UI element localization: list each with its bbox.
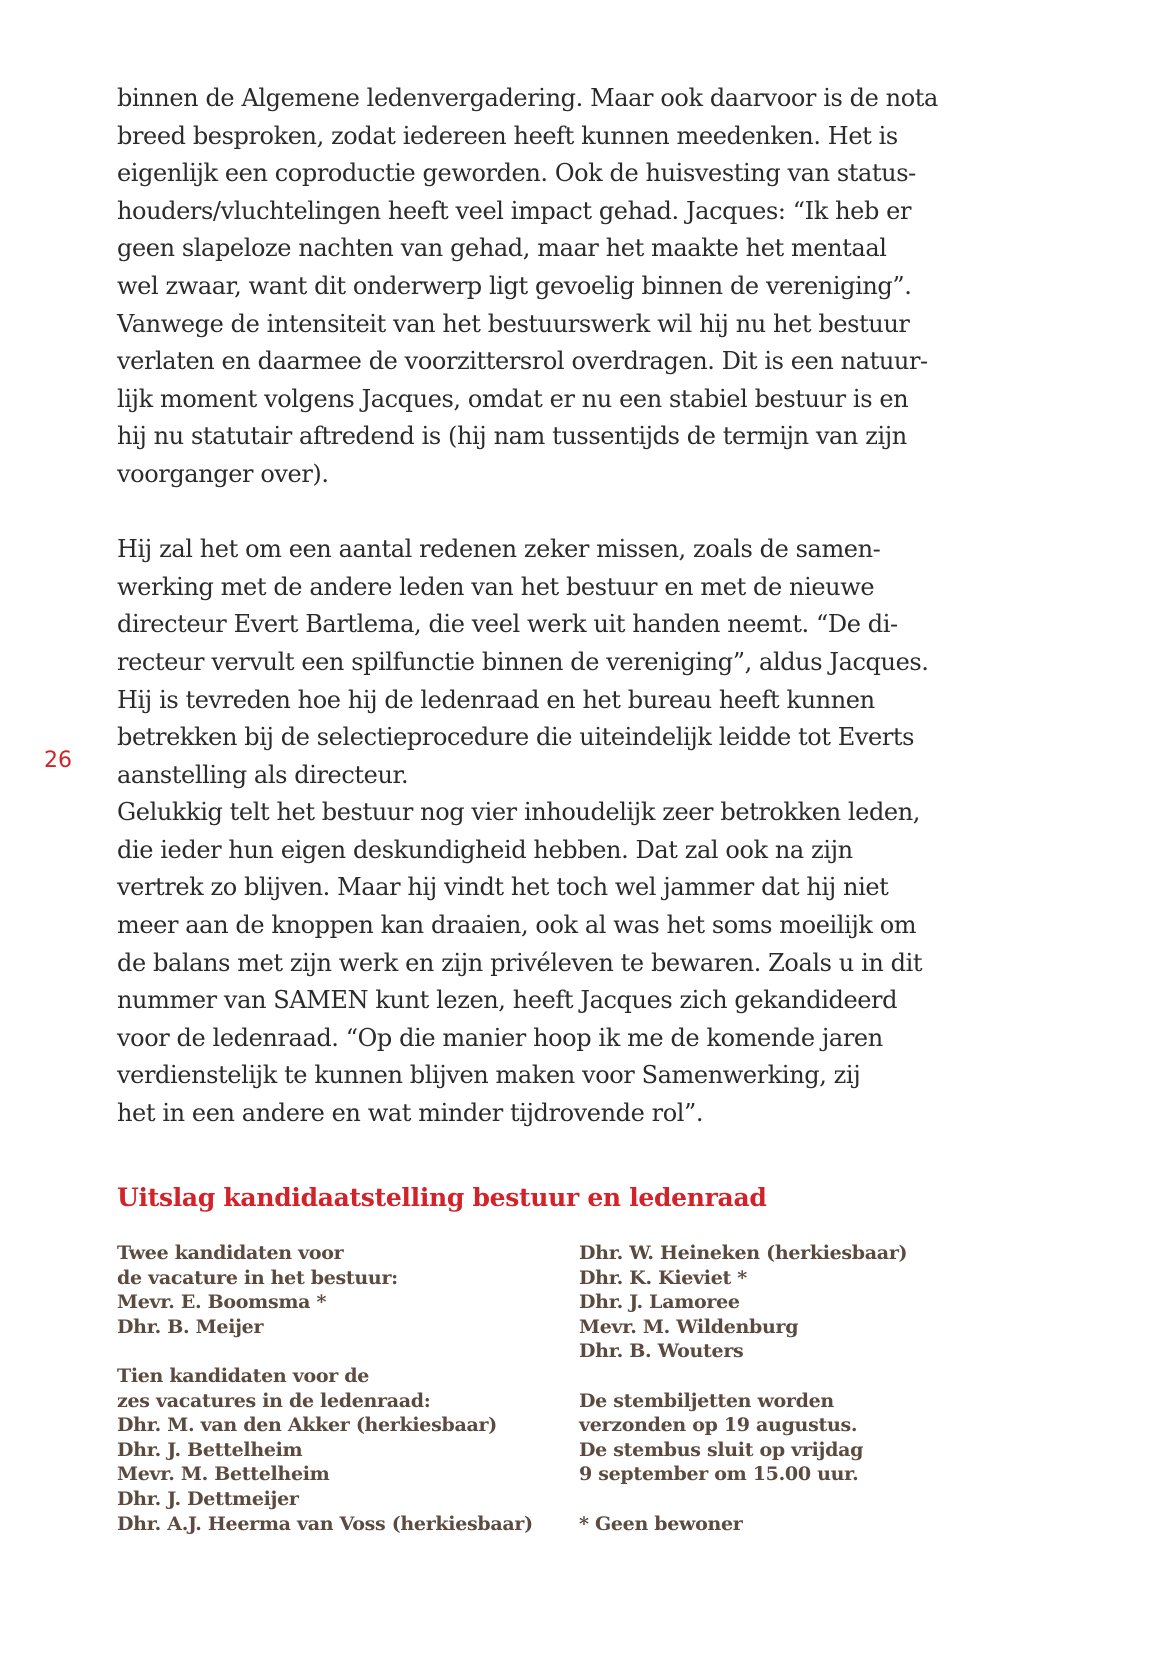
- text-line: binnen de Algemene ledenvergadering. Maar ook daarvoor is de nota: [117, 84, 938, 112]
- council-candidate: Dhr. M. van den Akker (herkiesbaar): [117, 1414, 497, 1437]
- text-line: recteur vervult een spilfunctie binnen de vereniging”, aldus Jacques.: [117, 647, 929, 676]
- council-candidate: Dhr. J. Lamoree: [579, 1291, 740, 1314]
- text-line: nummer van SAMEN kunt lezen, heeft Jacques zich gekandideerd: [117, 986, 898, 1015]
- text-line: wel zwaar, want dit onderwerp ligt gevoelig binnen de vereniging”.: [117, 271, 912, 300]
- text-line: voorganger over).: [117, 459, 329, 488]
- list-spacer: [579, 1364, 907, 1389]
- text-line: aanstelling als directeur.: [117, 760, 409, 789]
- text-line: verlaten en daarmee de voorzittersrol overdragen. Dit is een natuur-: [117, 347, 928, 376]
- text-line: het in een andere en wat minder tijdrovende rol”.: [117, 1099, 704, 1128]
- article-paragraph-2: [117, 531, 997, 1133]
- text-line: verdienstelijk te kunnen blijven maken voor Samenwerking, zij: [117, 1061, 861, 1090]
- paragraph-spacer: [117, 494, 997, 532]
- council-candidate: Mevr. M. Wildenburg: [579, 1315, 799, 1338]
- text-line: eigenlijk een coproductie geworden. Ook de huisvesting van status-: [117, 159, 916, 188]
- text-line: houders/vluchtelingen heeft veel impact gehad. Jacques: “Ik heb er: [117, 196, 912, 225]
- text-line: directeur Evert Bartlema, die veel werk uit handen neemt. “De di-: [117, 610, 898, 639]
- text-line: Hij zal het om een aantal redenen zeker missen, zoals de samen-: [117, 535, 881, 564]
- voting-info-line: 9 september om 15.00 uur.: [579, 1463, 859, 1486]
- text-line: Hij is tevreden hoe hij de ledenraad en het bureau heeft kunnen: [117, 685, 875, 714]
- text-line: vertrek zo blijven. Maar hij vindt het toch wel jammer dat hij niet: [117, 873, 889, 902]
- board-intro-line: de vacature in het bestuur:: [117, 1266, 398, 1289]
- council-candidate: Mevr. M. Bettelheim: [117, 1463, 330, 1486]
- results-left-column: [117, 1241, 533, 1536]
- council-intro-line: Tien kandidaten voor de: [117, 1364, 370, 1387]
- council-candidate: Dhr. J. Bettelheim: [117, 1438, 303, 1461]
- council-candidate: Dhr. A.J. Heerma van Voss (herkiesbaar): [117, 1512, 533, 1535]
- council-candidate: Dhr. B. Wouters: [579, 1340, 744, 1363]
- council-candidate: Dhr. W. Heineken (herkiesbaar): [579, 1242, 908, 1264]
- board-candidate: Mevr. E. Boomsma *: [117, 1291, 327, 1314]
- text-line: de balans met zijn werk en zijn privéleven te bewaren. Zoals u in dit: [117, 948, 923, 977]
- text-line: geen slapeloze nachten van gehad, maar het maakte het mentaal: [117, 234, 887, 263]
- text-line: Gelukkig telt het bestuur nog vier inhoudelijk zeer betrokken leden,: [117, 798, 920, 827]
- text-line: breed besproken, zodat iedereen heeft kunnen meedenken. Het is: [117, 121, 898, 150]
- board-candidate: Dhr. B. Meijer: [117, 1315, 264, 1338]
- page-number: 26: [44, 748, 72, 773]
- voting-info-line: verzonden op 19 augustus.: [579, 1414, 858, 1437]
- board-intro-line: Twee kandidaten voor: [117, 1242, 344, 1264]
- text-line: Vanwege de intensiteit van het bestuurswerk wil hij nu het bestuur: [117, 309, 910, 338]
- list-spacer: [579, 1487, 907, 1512]
- footnote: * Geen bewoner: [579, 1512, 743, 1535]
- council-candidate: Dhr. J. Dettmeijer: [117, 1487, 299, 1510]
- voting-info-line: De stembiljetten worden: [579, 1389, 834, 1412]
- text-line: die ieder hun eigen deskundigheid hebben. Dat zal ook na zijn: [117, 835, 853, 864]
- voting-info-line: De stembus sluit op vrijdag: [579, 1438, 864, 1461]
- article-paragraph-1: [117, 80, 997, 494]
- results-right-column: [579, 1241, 907, 1536]
- council-intro-line: zes vacatures in de ledenraad:: [117, 1389, 431, 1412]
- list-spacer: [117, 1339, 533, 1364]
- article-body: [117, 80, 997, 1133]
- text-line: meer aan de knoppen kan draaien, ook al was het soms moeilijk om: [117, 911, 917, 940]
- text-line: lijk moment volgens Jacques, omdat er nu een stabiel bestuur is en: [117, 384, 909, 413]
- text-line: betrekken bij de selectieprocedure die uiteindelijk leidde tot Everts: [117, 723, 915, 752]
- results-heading: Uitslag kandidaatstelling bestuur en ledenraad: [117, 1183, 767, 1212]
- council-candidate: Dhr. K. Kieviet *: [579, 1266, 747, 1289]
- text-line: hij nu statutair aftredend is (hij nam tussentijds de termijn van zijn: [117, 422, 907, 451]
- text-line: voor de ledenraad. “Op die manier hoop ik me de komende jaren: [117, 1023, 883, 1052]
- text-line: werking met de andere leden van het bestuur en met de nieuwe: [117, 572, 875, 601]
